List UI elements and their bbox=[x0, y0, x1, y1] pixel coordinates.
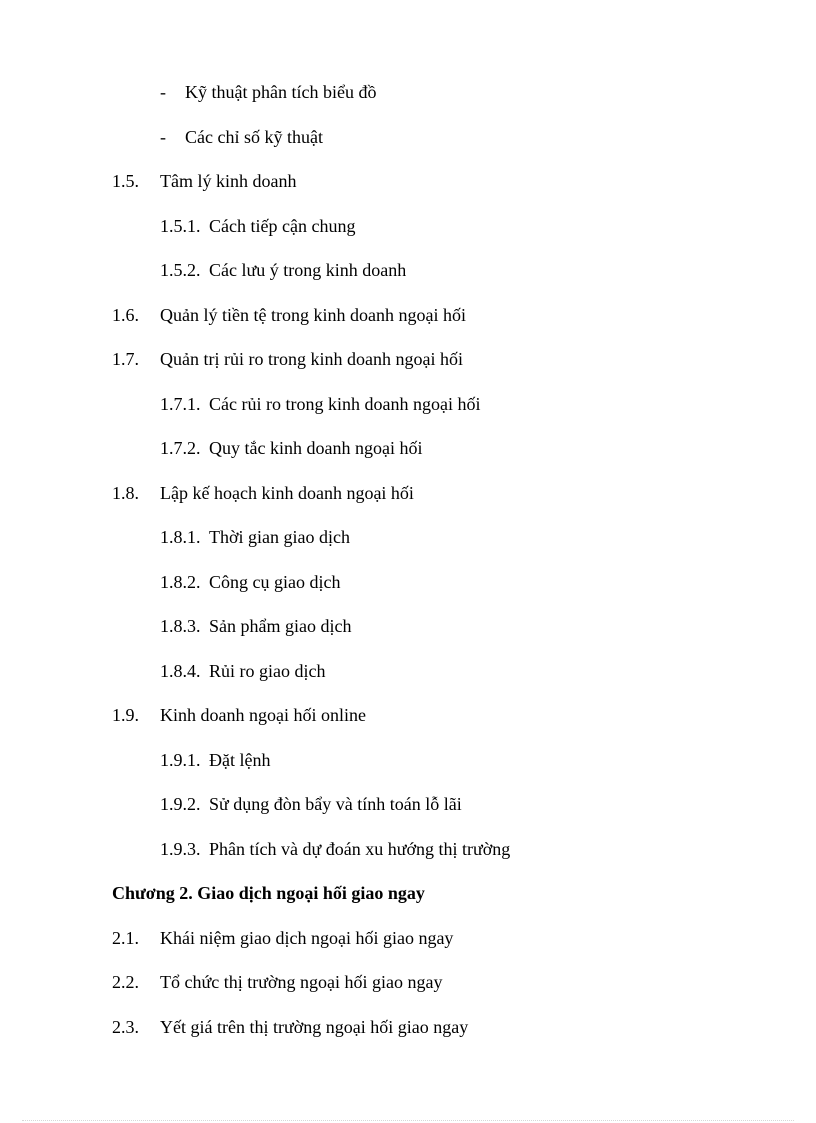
toc-subsection-title: Đặt lệnh bbox=[209, 750, 271, 770]
toc-section-title: Yết giá trên thị trường ngoại hối giao ngay bbox=[160, 1017, 469, 1037]
toc-section-number: 2.3. bbox=[112, 1017, 139, 1037]
toc-subsection-title: Rủi ro giao dịch bbox=[209, 661, 326, 681]
toc-section-number: 1.9. bbox=[112, 705, 139, 725]
toc-subsection-title: Các rủi ro trong kinh doanh ngoại hối bbox=[209, 394, 481, 414]
toc-subsection-number: 1.8.4. bbox=[160, 661, 201, 681]
toc-subsection-number: 1.9.1. bbox=[160, 750, 201, 770]
page-bottom-divider bbox=[22, 1120, 794, 1121]
toc-subsection-title: Sản phẩm giao dịch bbox=[209, 616, 352, 636]
toc-section-title: Tâm lý kinh doanh bbox=[160, 171, 297, 191]
toc-subsection-title: Thời gian giao dịch bbox=[209, 527, 350, 547]
toc-section-title: Kinh doanh ngoại hối online bbox=[160, 705, 366, 725]
toc-subsection-title: Phân tích và dự đoán xu hướng thị trường bbox=[209, 839, 511, 859]
toc-subsection-number: 1.8.1. bbox=[160, 527, 201, 547]
toc-chapter-title: Chương 2. Giao dịch ngoại hối giao ngay bbox=[112, 883, 425, 903]
toc-subsection-number: 1.9.2. bbox=[160, 794, 201, 814]
toc-bullet-marker: - bbox=[160, 82, 166, 102]
toc-subsection-title: Công cụ giao dịch bbox=[209, 572, 341, 592]
toc-subsection-number: 1.8.2. bbox=[160, 572, 201, 592]
toc-section-number: 2.1. bbox=[112, 928, 139, 948]
toc-bullet-marker: - bbox=[160, 127, 166, 147]
toc-section-title: Lập kế hoạch kinh doanh ngoại hối bbox=[160, 483, 414, 503]
toc-subsection-title: Sử dụng đòn bẩy và tính toán lỗ lãi bbox=[209, 794, 462, 814]
toc-subsection-title: Quy tắc kinh doanh ngoại hối bbox=[209, 438, 423, 458]
toc-subsection-number: 1.5.1. bbox=[160, 216, 201, 236]
toc-bullet-text: Kỹ thuật phân tích biểu đồ bbox=[185, 82, 377, 102]
toc-section-number: 1.6. bbox=[112, 305, 139, 325]
toc-section-title: Khái niệm giao dịch ngoại hối giao ngay bbox=[160, 928, 454, 948]
toc-section-title: Quản lý tiền tệ trong kinh doanh ngoại hối bbox=[160, 305, 466, 325]
toc-subsection-title: Các lưu ý trong kinh doanh bbox=[209, 260, 407, 280]
toc-section-number: 2.2. bbox=[112, 972, 139, 992]
toc-section-number: 1.7. bbox=[112, 349, 139, 369]
toc-subsection-number: 1.7.2. bbox=[160, 438, 201, 458]
toc-section-title: Quản trị rủi ro trong kinh doanh ngoại hối bbox=[160, 349, 463, 369]
toc-section-title: Tổ chức thị trường ngoại hối giao ngay bbox=[160, 972, 443, 992]
toc-bullet-text: Các chỉ số kỹ thuật bbox=[185, 127, 323, 147]
toc-subsection-number: 1.9.3. bbox=[160, 839, 201, 859]
toc-subsection-number: 1.7.1. bbox=[160, 394, 201, 414]
toc-subsection-number: 1.8.3. bbox=[160, 616, 201, 636]
toc-section-number: 1.8. bbox=[112, 483, 139, 503]
toc-subsection-title: Cách tiếp cận chung bbox=[209, 216, 356, 236]
toc-section-number: 1.5. bbox=[112, 171, 139, 191]
toc-subsection-number: 1.5.2. bbox=[160, 260, 201, 280]
